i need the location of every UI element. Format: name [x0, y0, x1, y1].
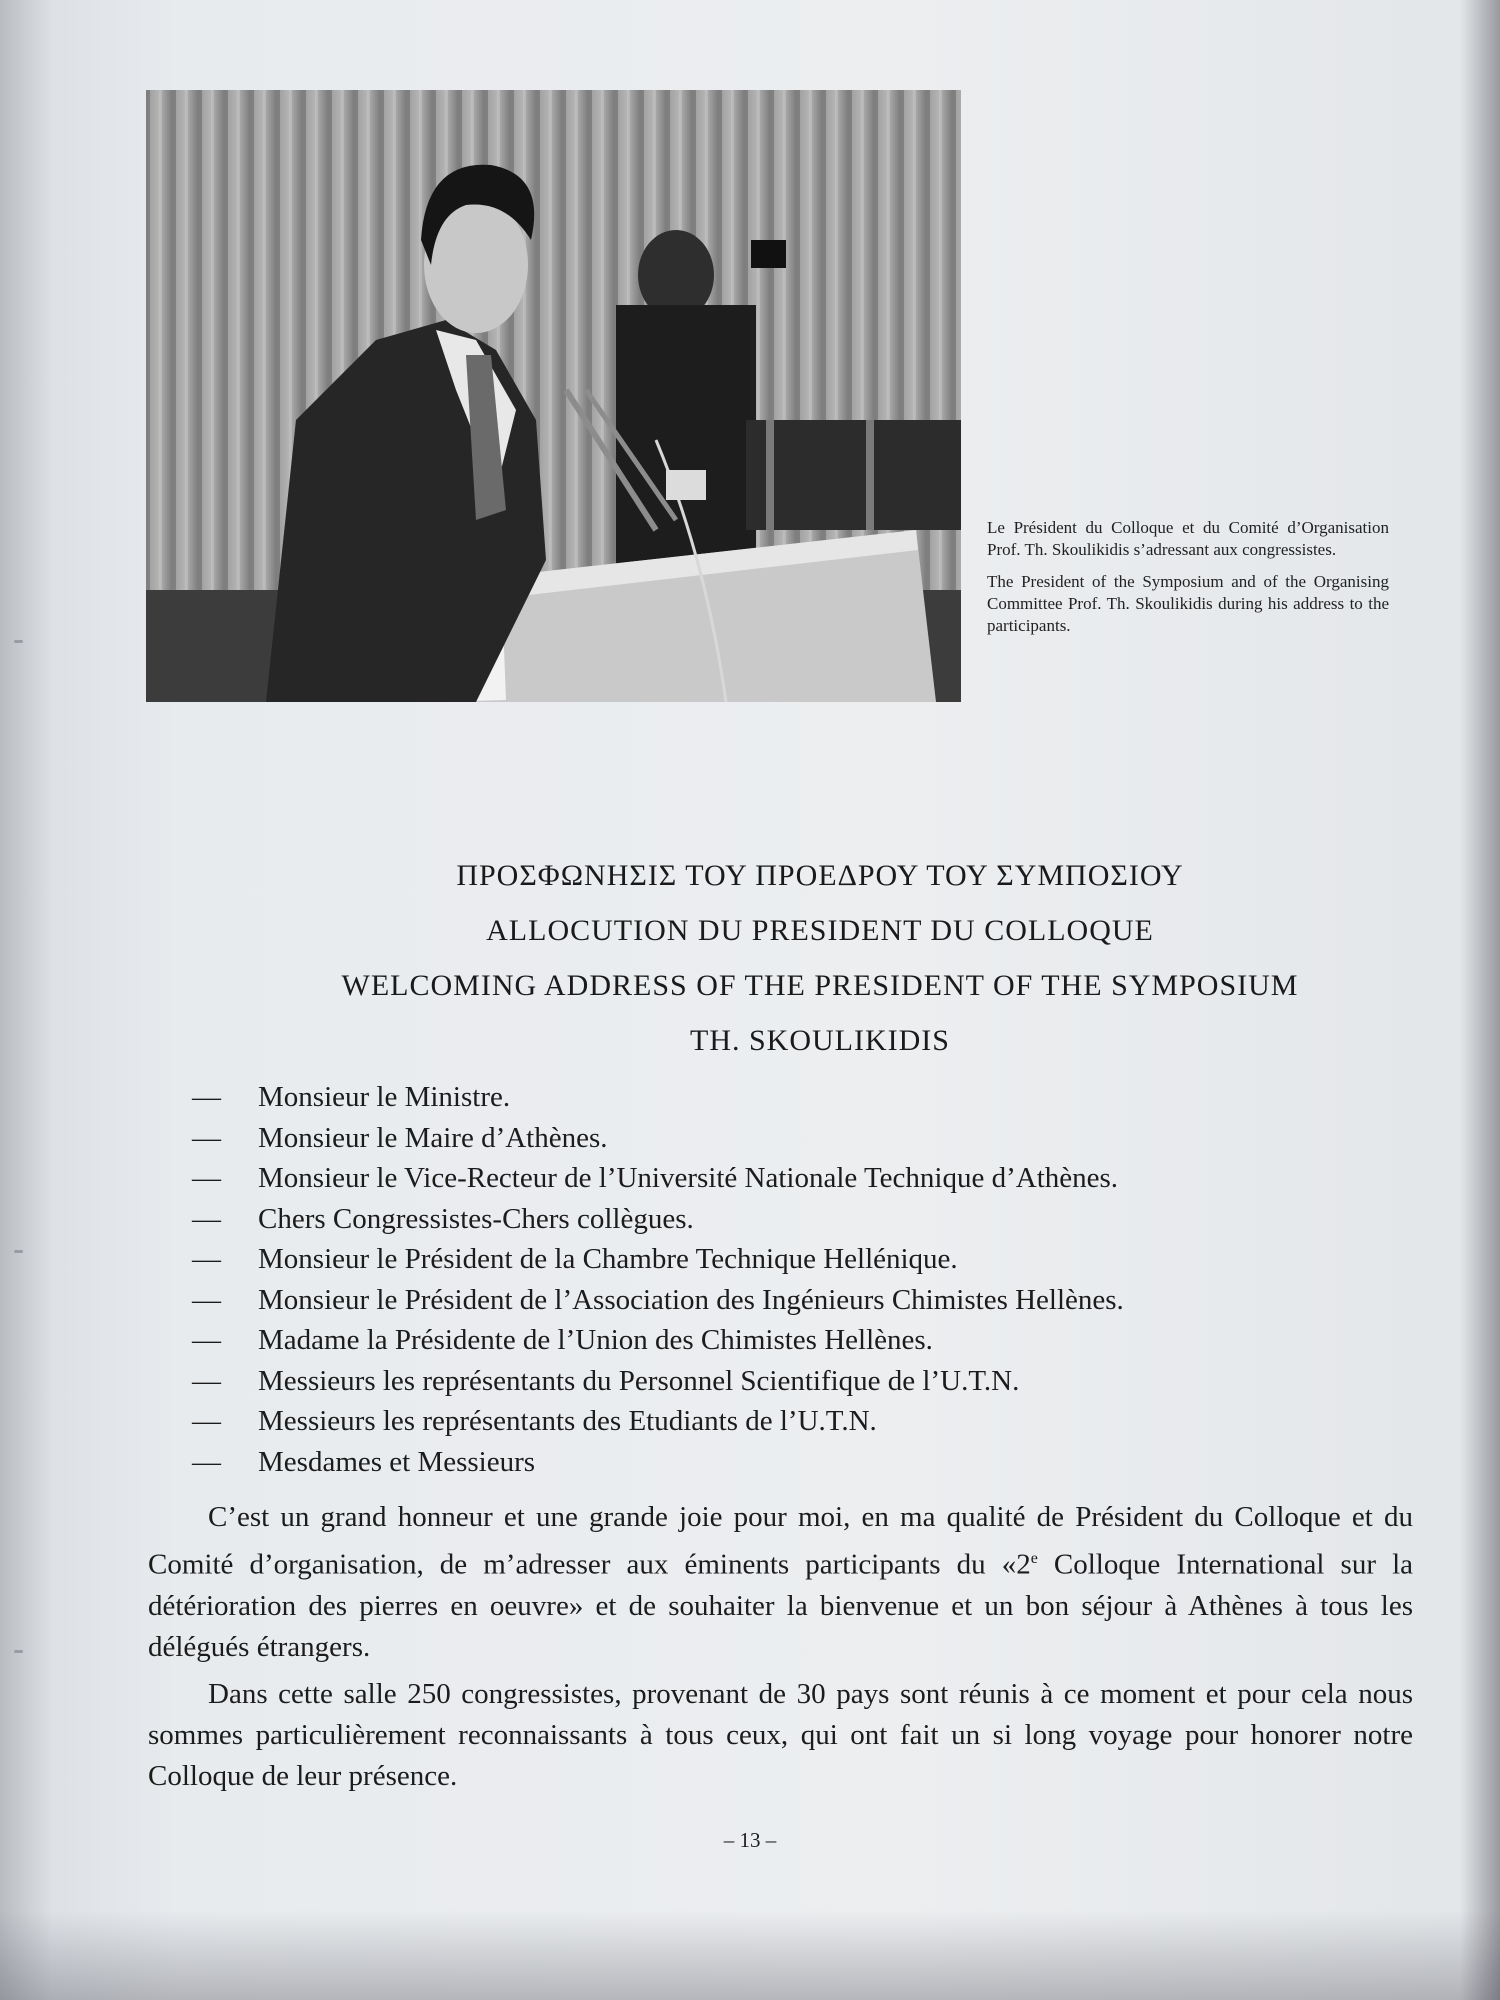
speaker-at-podium-photo-icon	[146, 90, 961, 702]
p1-end: Colloque International sur la détérioration des pierres en oeuvre» et de souhaiter la bienvenue et un bon séjour à Athènes à tous les délégués étrangers.	[148, 1548, 1414, 1663]
ordinal-superscript: e	[1030, 1550, 1038, 1567]
heading-author: TH. SKOULIKIDIS	[690, 1024, 950, 1057]
paragraph-1	[148, 1497, 1413, 1668]
em-dash: —	[192, 1405, 221, 1437]
photo-caption	[987, 517, 1389, 647]
em-dash: —	[192, 1445, 221, 1478]
stitch-mark	[14, 1250, 23, 1253]
list-item	[192, 1239, 1392, 1280]
heading-greek: ΠΡΟΣΦΩΝΗΣΙΣ ΤΟΥ ΠΡΟΕΔΡΟΥ ΤΟΥ ΣΥΜΠΟΣΙΟΥ	[456, 859, 1184, 892]
list-item	[192, 1199, 1392, 1240]
body-text	[148, 1497, 1413, 1803]
salutation-text: Chers Congressistes-Chers collègues.	[258, 1202, 694, 1235]
binding-spine	[0, 0, 52, 2000]
list-item	[192, 1280, 1392, 1321]
list-item	[192, 1442, 1392, 1483]
salutation-text: Mesdames et Messieurs	[258, 1445, 536, 1478]
em-dash: —	[192, 1283, 221, 1316]
salutation-text: Monsieur le Vice-Recteur de l’Université Nationale Technique d’Athènes.	[258, 1162, 1119, 1194]
em-dash: —	[192, 1324, 221, 1356]
em-dash: —	[192, 1162, 221, 1194]
address-heading	[250, 848, 1390, 1068]
p1-start: C’est un grand honneur et une grande joie pour moi, en ma qualité de Président du Colloque et du Comité d’organisation, de m’adresser aux éminents participants du «2	[148, 1501, 1413, 1581]
caption-english: The President of the Symposium and of the Organising Committee Prof. Th. Skoulikidis during his address to the participants.	[987, 572, 1389, 635]
salutation-list	[192, 1077, 1392, 1482]
list-item	[192, 1361, 1392, 1402]
stitch-mark	[14, 1650, 23, 1653]
em-dash: —	[192, 1202, 221, 1235]
list-item	[192, 1401, 1392, 1442]
salutation-text: Monsieur le Maire d’Athènes.	[258, 1121, 608, 1154]
em-dash: —	[192, 1243, 221, 1275]
list-item	[192, 1158, 1392, 1199]
salutation-text: Monsieur le Ministre.	[258, 1081, 511, 1113]
list-item	[192, 1118, 1392, 1159]
heading-english: WELCOMING ADDRESS OF THE PRESIDENT OF THE SYMPOSIUM	[341, 969, 1299, 1002]
page-number: – 13 –	[723, 1828, 777, 1852]
salutation-text: Monsieur le Président de l’Association des Ingénieurs Chimistes Hellènes.	[258, 1283, 1124, 1316]
list-item	[192, 1077, 1392, 1118]
heading-french: ALLOCUTION DU PRESIDENT DU COLLOQUE	[486, 914, 1154, 947]
page-right-shadow	[1460, 0, 1500, 2000]
page-bottom-shadow	[0, 1910, 1500, 2000]
em-dash: —	[192, 1121, 221, 1154]
salutation-text: Madame la Présidente de l’Union des Chimistes Hellènes.	[258, 1324, 933, 1356]
list-item	[192, 1320, 1392, 1361]
stitch-mark	[14, 640, 23, 643]
salutation-text: Messieurs les représentants des Etudiants de l’U.T.N.	[258, 1405, 877, 1437]
speaker-photo	[146, 90, 961, 702]
caption-french: Le Président du Colloque et du Comité d’Organisation Prof. Th. Skoulikidis s’adressant aux congressistes.	[987, 518, 1389, 559]
paragraph-2: Dans cette salle 250 congressistes, provenant de 30 pays sont réunis à ce moment et pour cela nous sommes particulièrement reconnaissants à tous ceux, qui ont fait un si long voyage pour honorer notre Colloque de leur présence.	[148, 1677, 1413, 1792]
salutation-text: Messieurs les représentants du Personnel Scientifique de l’U.T.N.	[258, 1364, 1020, 1397]
salutation-text: Monsieur le Président de la Chambre Technique Hellénique.	[258, 1243, 958, 1275]
em-dash: —	[192, 1081, 221, 1113]
em-dash: —	[192, 1364, 221, 1397]
